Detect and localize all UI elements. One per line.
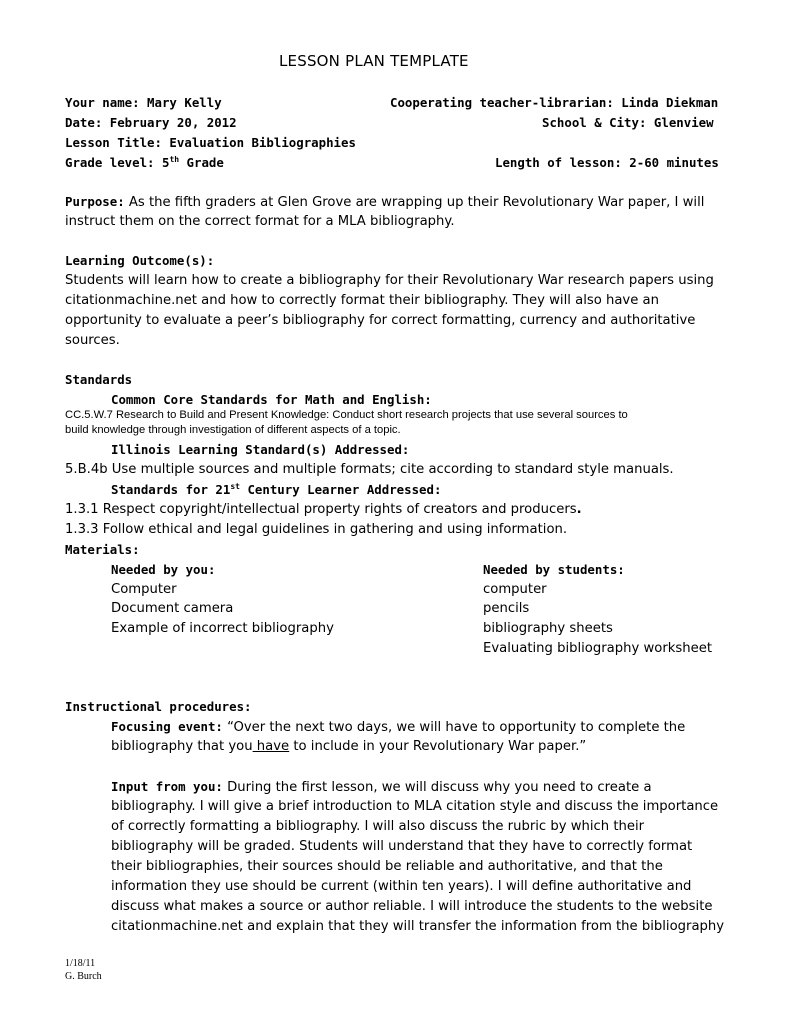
common-core-heading: Common Core Standards for Math and English: [111,392,432,407]
materials-you-item: Document camera [111,601,234,616]
focusing-line-2 [111,737,586,757]
materials-students-heading: Needed by students: [483,562,625,577]
materials-students-item: computer [483,582,547,597]
c21-standard-1 [65,500,582,520]
materials-students-item: bibliography sheets [483,621,613,636]
outcomes-line: citationmachine.net and how to correctly format their bibliography. They will also have an [65,293,659,308]
materials-heading: Materials: [65,542,140,557]
purpose-line-1 [65,192,704,213]
c21-standard-1-period: . [576,502,582,517]
c21-heading-suffix: Century Learner Addressed: [240,482,442,497]
materials-you-heading: Needed by you: [111,562,216,577]
procedures-heading: Instructional procedures: [65,699,252,714]
input-line-1 [111,777,652,798]
materials-you-item: Example of incorrect bibliography [111,621,334,636]
illinois-heading: Illinois Learning Standard(s) Addressed: [111,442,410,457]
purpose-line-2: instruct them on the correct format for a MLA bibliography. [65,214,455,229]
grade-level-suffix: Grade [179,155,224,170]
input-line: discuss what makes a source or author reliable. I will introduce the students to the website [111,899,713,914]
cooperating-teacher: Cooperating teacher-librarian: Linda Diekman [390,95,719,110]
purpose-label: Purpose: [65,194,125,209]
focusing-line-1 [111,717,685,738]
outcomes-heading: Learning Outcome(s): [65,253,215,268]
illinois-standard: 5.B.4b Use multiple sources and multiple formats; cite according to standard style manuals. [65,462,674,477]
c21-heading-sup: st [230,482,240,491]
grade-level-sup: th [169,155,180,164]
footer-date: 1/18/11 [65,958,96,969]
common-core-line: build knowledge through investigation of different aspects of a topic. [65,424,401,436]
focusing-text-3: to include in your Revolutionary War paper.” [289,739,587,754]
page-title: LESSON PLAN TEMPLATE [279,52,469,70]
input-line: citationmachine.net and explain that they will transfer the information from the bibliography [111,919,725,934]
materials-students-item: Evaluating bibliography worksheet [483,641,713,656]
lesson-length: Length of lesson: 2-60 minutes [495,155,719,170]
input-line: bibliography. I will give a brief introduction to MLA citation style and discuss the importance [111,799,719,814]
lesson-title: Lesson Title: Evaluation Bibliographies [65,135,356,150]
teacher-name: Your name: Mary Kelly [65,95,222,110]
focusing-label: Focusing event: [111,719,223,734]
focusing-underlined: have [252,739,290,754]
c21-standard-1-text: 1.3.1 Respect copyright/intellectual property rights of creators and producers [65,502,577,517]
purpose-text-1: As the fifth graders at Glen Grove are wrapping up their Revolutionary War paper, I will [124,195,705,210]
c21-standard-2: 1.3.3 Follow ethical and legal guidelines in gathering and using information. [65,522,568,537]
input-label: Input from you: [111,779,223,794]
input-line: of correctly formatting a bibliography. I will also discuss the rubric by which their [111,819,645,834]
grade-level-text: Grade level: 5 [65,155,170,170]
c21-heading [111,480,441,500]
c21-heading-text: Standards for 21 [111,482,231,497]
outcomes-line: sources. [65,333,120,348]
outcomes-line: Students will learn how to create a bibliography for their Revolutionary War research papers using [65,273,714,288]
focusing-text-1: “Over the next two days, we will have to opportunity to complete the [222,720,686,735]
school-city: School & City: Glenview [542,115,714,130]
input-line: bibliography will be graded. Students will understand that they have to correctly format [111,839,693,854]
outcomes-line: opportunity to evaluate a peer’s bibliography for correct formatting, currency and authoritative [65,313,696,328]
focusing-text-2: bibliography that you [111,739,253,754]
common-core-line: CC.5.W.7 Research to Build and Present Knowledge: Conduct short research projects that use several sources to [65,409,628,421]
input-line: information they use should be current (within ten years). I will define authoritative and [111,879,692,894]
input-line: their bibliographies, their sources should be reliable and authoritative, and that the [111,859,663,874]
materials-students-item: pencils [483,601,530,616]
grade-level [65,153,224,173]
materials-you-item: Computer [111,582,177,597]
footer-author: G. Burch [65,971,102,982]
standards-heading: Standards [65,372,133,387]
lesson-date: Date: February 20, 2012 [65,115,237,130]
input-text-1: During the first lesson, we will discuss why you need to create a [222,780,652,795]
